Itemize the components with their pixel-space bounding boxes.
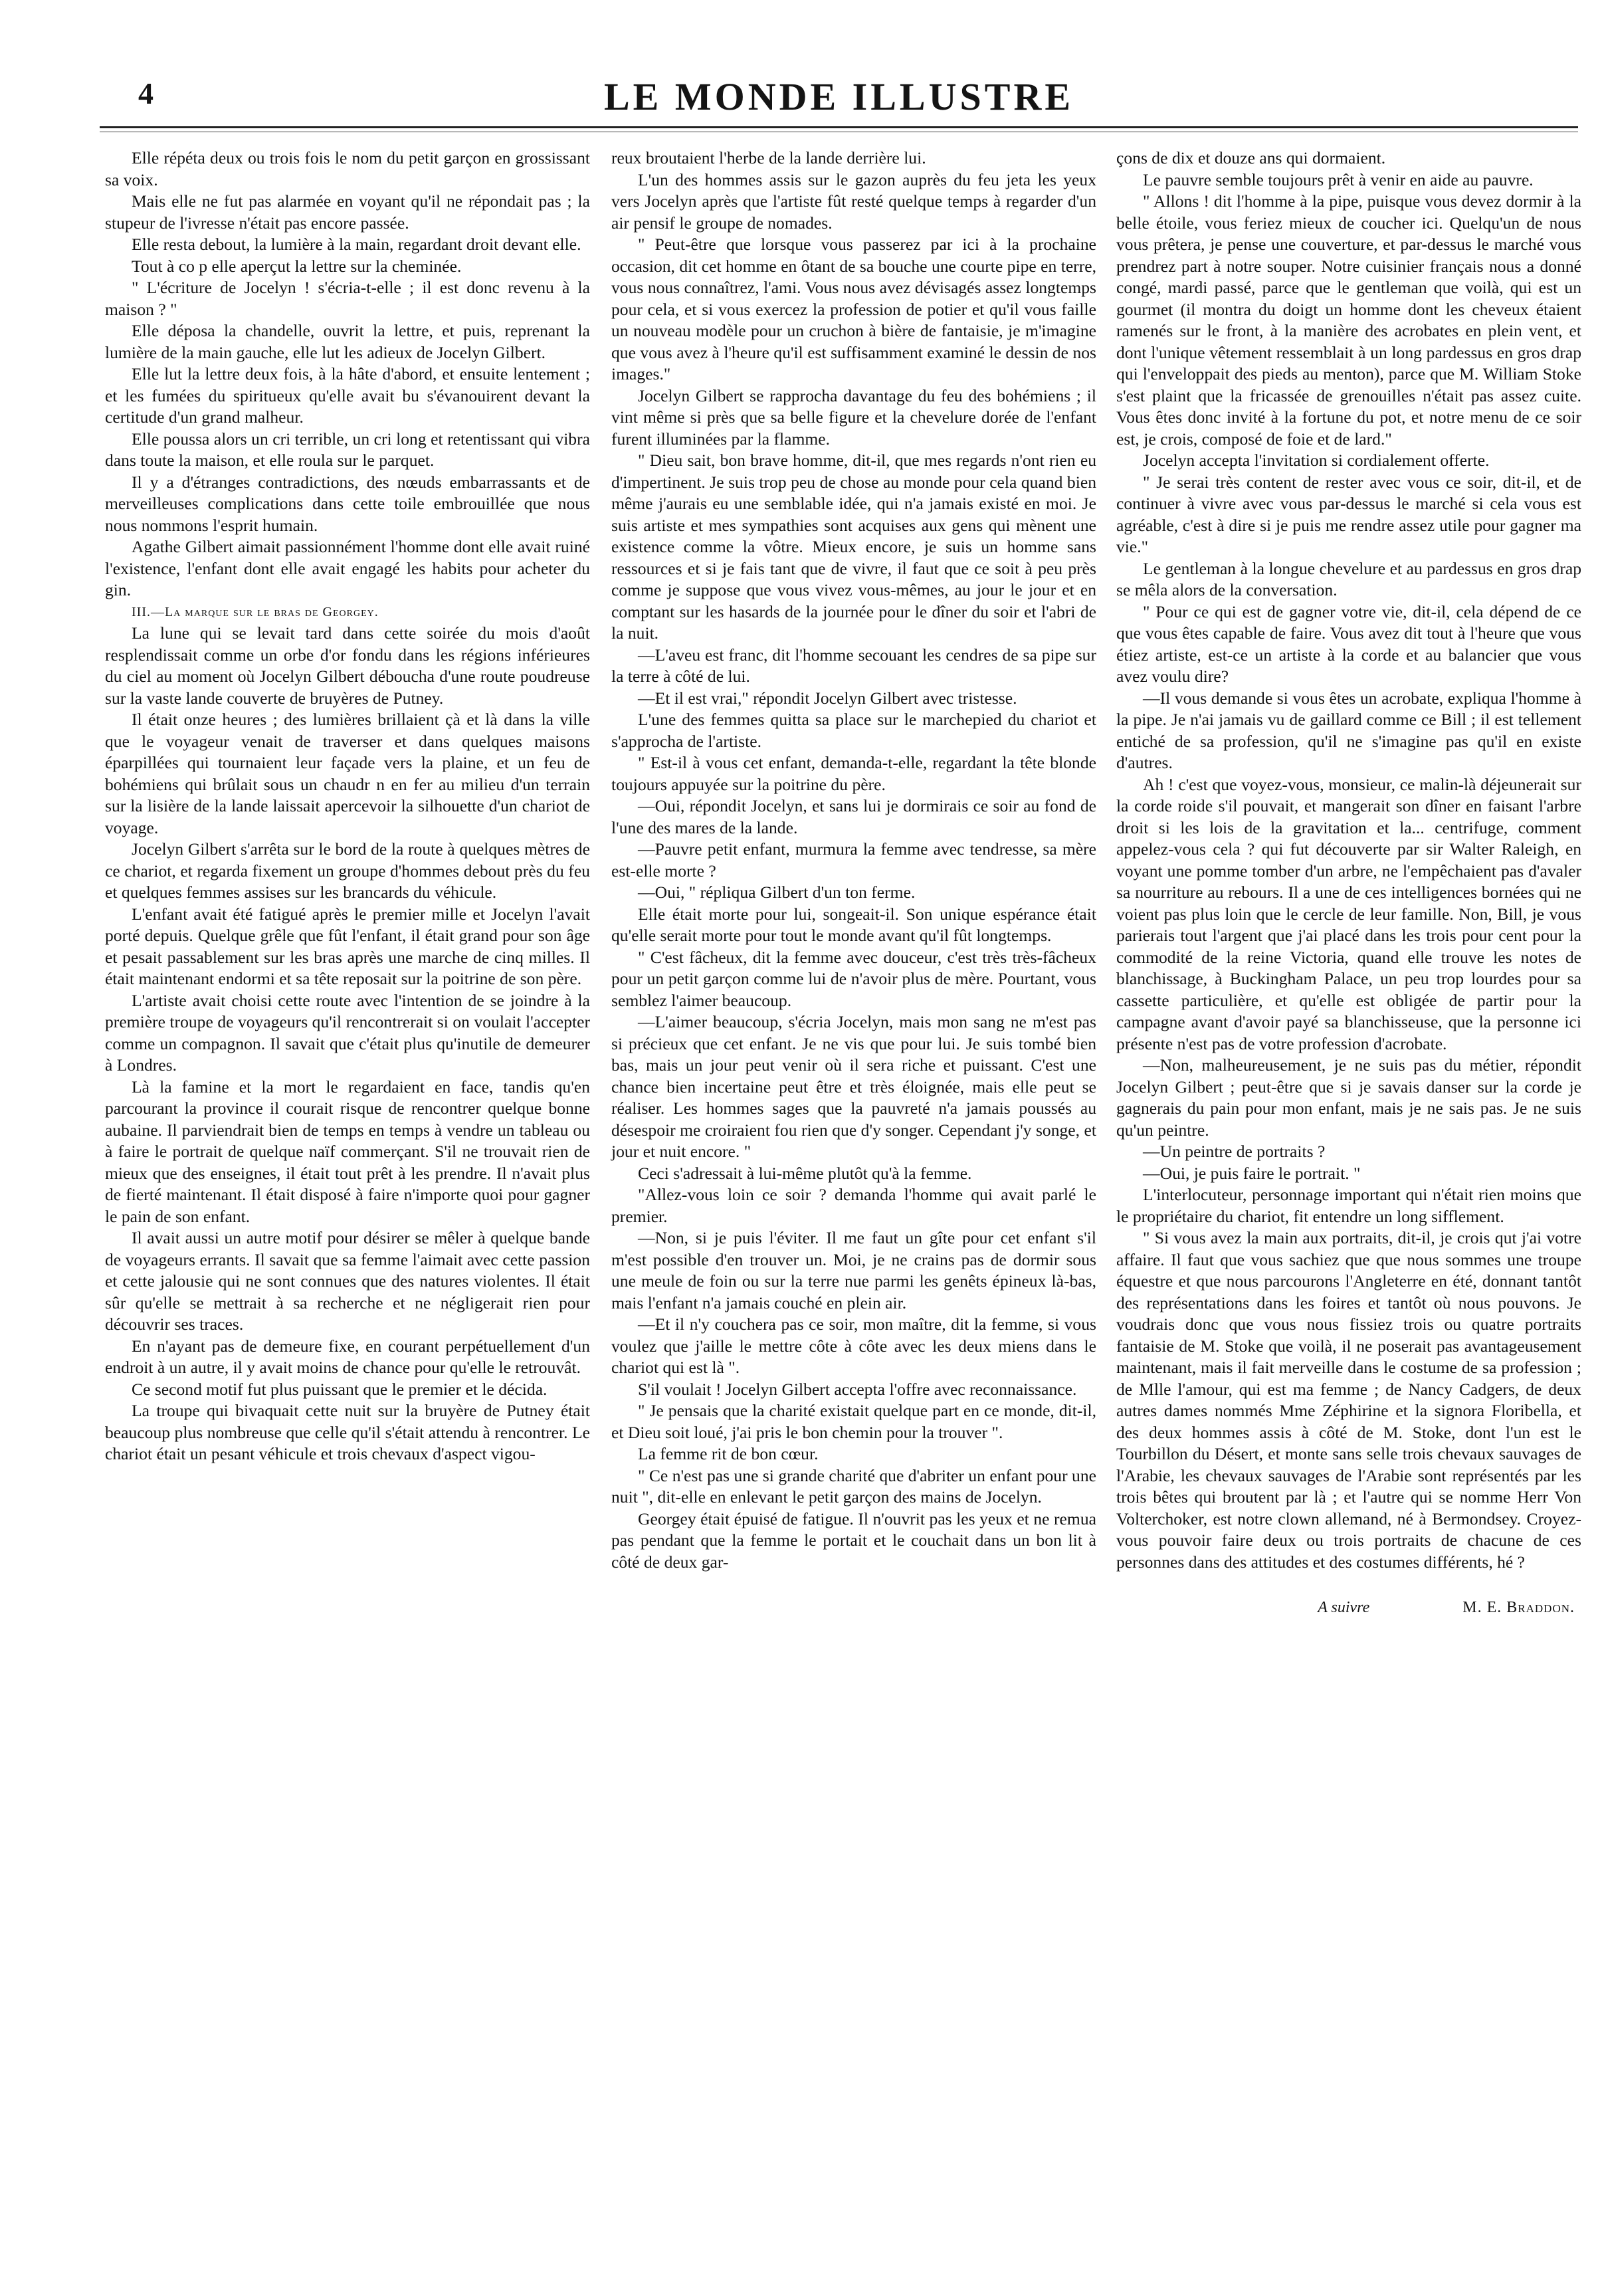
column-1-paragraphs-bottom	[105, 623, 590, 1465]
paragraph: Le pauvre semble toujours prêt à venir en aide au pauvre.	[1143, 169, 1534, 189]
journal-title: LE MONDE ILLUSTRE	[603, 75, 1074, 118]
paragraph: Elle poussa alors un cri terrible, un cri long et retentissant qui vibra dans toute la maison, et elle roula sur le parquet.	[105, 429, 590, 470]
paragraph: —L'aveu est franc, dit l'homme secouant les cendres de sa pipe sur la terre à côté de lui.	[611, 645, 1096, 686]
paragraph: Il était onze heures ; des lumières brillaient çà et là dans la ville que le voyageur venait de traverser et dans quelques maisons éparpillées qui tournaient leur façade vers la plaine, et un feu de bohémiens qui brûlait sous un chaudr n en fer au milieu d'un terrain sur la lisière de la lande laissait apercevoir la silhouette d'un chariot de voyage.	[105, 710, 590, 837]
paragraph: La troupe qui bivaquait cette nuit sur la bruyère de Putney était beaucoup plus nombreuse que celle qu'il s'était attendu à rencontrer. Le chariot était un pesant véhicule et trois chevaux d'aspect vigou-	[105, 1401, 590, 1463]
column-2-continuation: reux broutaient l'herbe de la lande derrière lui.	[611, 148, 926, 167]
paragraph: Ce second motif fut plus puissant que le premier et le décida.	[132, 1379, 548, 1399]
paragraph: " Je pensais que la charité existait quelque part en ce monde, dit-il, et Dieu soit loué, j'ai pris le bon chemin pour la trouver ".	[611, 1401, 1096, 1442]
paragraph: L'artiste avait choisi cette route avec l'intention de se joindre à la première troupe de voyageurs qu'il rencontrerait si on voulait l'accepter comme un compagnon. Il savait que c'était plus qu'inutile de demeurer à Londres.	[105, 990, 590, 1075]
paragraph: La lune qui se levait tard dans cette soirée du mois d'août resplendissait comme un orbe d'or fondu dans les régions inférieures du ciel au moment où Jocelyn Gilbert déboucha d'une route poudreuse sur la vaste lande couverte de bruyères de Putney.	[105, 623, 590, 708]
page-number: 4	[138, 76, 153, 110]
paragraph: —L'aimer beaucoup, s'écria Jocelyn, mais mon sang ne m'est pas si précieux que cet enfant. Je ne vis que pour lui. Je suis tombé bien bas, mais un jour peut venir où il sera riche et puissant. C'est une chance bien incertaine peut être et très éloignée, mais elle peut se réaliser. Les hommes sages que la pauvreté n'a jamais poussés au désespoir me croiraient fou rien que d'y songer. Cependant j'y songe, et jour et nuit encore. "	[611, 1012, 1096, 1161]
paragraph: Georgey était épuisé de fatigue. Il n'ouvrit pas les yeux et ne remua pas pendant que la femme le portait et le couchait dans un bon lit à côté de deux gar-	[611, 1509, 1096, 1572]
paragraph: Elle lut la lettre deux fois, à la hâte d'abord, et ensuite lentement ; et les fumées du spiritueux qu'elle avait bu s'évanouirent devant la certitude d'un grand malheur.	[105, 364, 590, 427]
paragraph: —Oui, je puis faire le portrait. "	[1143, 1163, 1361, 1183]
a-suivre: A suivre	[1318, 1599, 1370, 1616]
paragraph: Elle était morte pour lui, songeait-il. Son unique espérance était qu'elle serait morte pour tout le monde avant qu'il fût longtemps.	[611, 904, 1096, 945]
paragraph: Jocelyn accepta l'invitation si cordialement offerte.	[1143, 451, 1490, 470]
paragraph: " Je serai très content de rester avec vous ce soir, dit-il, et de continuer à vivre avec vous par-dessus le marché si cela vous est agréable, c'est à dire si je puis me rendre assez utile pour gagner ma vie."	[1116, 472, 1581, 556]
paragraph: " Ce n'est pas une si grande charité que d'abriter un enfant pour une nuit ", dit-elle en enlevant le petit garçon des mains de Jocelyn.	[611, 1465, 1096, 1507]
paragraph: " Si vous avez la main aux portraits, dit-il, je crois qut j'ai votre affaire. Il faut que vous sachiez que que nous sommes une troupe équestre et que nous parcourons l'Angleterre en été, donnant tantôt des représentations dans les foires et tantôt où nous pouvons. Je voudrais donc que vous nous fissiez trois ou quatre portraits fantaisie de M. Stoke que voilà, il ne poserait pas avantageusement maintenant, mais il fait merveille dans le costume de sa profession ; de Mlle l'amour, qui est ma femme ; de Nancy Cadgers, de deux autres dames nommés Mme Zéphirine et la signora Floribella, et des deux hommes assis à côté de M. Stoke, dont l'un est le Tourbillon du Désert, et monte sans selle trois chevaux sauvages de l'Arabie, les chevaux sauvages de l'Arabie sont représentés par les trois bêtes qui broutent par là ; et l'autre qui se nomme Herr Von Volterchoker, est notre clown allemand, né à Bermondsey. Croyez-vous pouvoir faire deux ou trois portraits de chacune de ces personnes dans des attitudes et des costumes différents, hé ?	[1116, 1228, 1581, 1572]
paragraph: Elle répéta deux ou trois fois le nom du petit garçon en grossissant sa voix.	[105, 148, 590, 189]
column-1	[105, 148, 590, 1465]
paragraph: Le gentleman à la longue chevelure et au pardessus en gros drap se mêla alors de la conversation.	[1116, 558, 1581, 599]
paragraph: " Peut-être que lorsque vous passerez par ici à la prochaine occasion, dit cet homme en ôtant de sa bouche une courte pipe en terre, vous nous connaîtrez, l'ami. Vous nous avez dévisagés assez longtemps pour cela, et si vous exercez la profession de potier et qu'il vous faille un nouveau modèle pour un cruchon à bière de fantaisie, je m'imagine que vous avez à l'heure qu'il est suffisamment examiné le dessin de nos images."	[611, 235, 1096, 383]
paragraph: En n'ayant pas de demeure fixe, en courant perpétuellement d'un endroit à un autre, il y avait moins de chance pour qu'elle le retrouvât.	[105, 1336, 590, 1377]
paragraph: Il avait aussi un autre motif pour désirer se mêler à quelque bande de voyageurs errants. Il savait que sa femme l'aimait avec cette passion et cette jalousie qui ne sont connues que des natures violentes. Il était sûr qu'elle se mettrait à sa recherche et ne négligerait rien pour découvrir ses traces.	[105, 1228, 590, 1334]
paragraph: —Et il n'y couchera pas ce soir, mon maître, dit la femme, si vous voulez que j'aille le mettre côte à côte avec les deux miens dans le chariot qui est là ".	[611, 1314, 1096, 1377]
paragraph: L'un des hommes assis sur le gazon auprès du feu jeta les yeux vers Jocelyn après que l'artiste fût resté quelque temps à regarder d'un air pensif le groupe de nomades.	[611, 169, 1096, 233]
paragraph: Ceci s'adressait à lui-même plutôt qu'à la femme.	[638, 1163, 972, 1183]
paragraph: L'enfant avait été fatigué après le premier mille et Jocelyn l'avait porté depuis. Quelque grêle que fût l'enfant, il était grand pour son âge et pesait passablement sur les bras après une marche de cinq milles. Il était maintenant endormi et sa tête reposait sur la poitrine de son père.	[105, 904, 590, 988]
column-2-paragraphs	[611, 169, 1096, 1574]
paragraph: Elle resta debout, la lumière à la main, regardant droit devant elle.	[132, 235, 581, 254]
masthead	[100, 74, 1578, 134]
paragraph: —Non, malheureusement, je ne suis pas du métier, répondit Jocelyn Gilbert ; peut-être que si je savais danser sur la corde je gagnerais du pain pour mon enfant, mais je ne sais pas. Je ne suis qu'un peintre.	[1116, 1055, 1581, 1140]
paragraph: —Pauvre petit enfant, murmura la femme avec tendresse, sa mère est-elle morte ?	[611, 839, 1096, 881]
paragraph: " L'écriture de Jocelyn ! s'écria-t-elle ; il est donc revenu à la maison ? "	[105, 278, 590, 319]
paragraph: Ah ! c'est que voyez-vous, monsieur, ce malin-là déjeunerait sur la corde roide s'il pouvait, et mangerait son dîner en faisant l'arbre droit si les lois de la gravitation et la... centrifuge, comment appelez-vous cela ? qui fut découverte par sir Walter Raleigh, en voyant une pomme tomber d'un arbre, ne l'empêchaient pas d'avaler sa nourriture au rebours. Il a une de ces intelligences bornées qui ne voient pas plus loin que le cercle de leur famille. Non, Bill, je vous parierais tout l'argent que j'ai placé dans les trois pour cent pour la commodité de la reine Victoria, quand elle trouve les notes de blanchissage, à Buckingham Palace, un peu trop lourdes pour sa cassette particulière, et qu'elle est obligée de partir pour la campagne avant d'avoir payé sa blanchisseuse, que la personne ici présente n'est pas de votre profession d'acrobate.	[1116, 774, 1581, 1053]
paragraph: " Est-il à vous cet enfant, demanda-t-elle, regardant la tête blonde toujours appuyée sur la poitrine du père.	[611, 753, 1096, 794]
column-1-paragraphs-top	[105, 148, 590, 601]
signature-block	[1116, 1597, 1581, 1619]
paragraph: S'il voulait ! Jocelyn Gilbert accepta l'offre avec reconnaissance.	[638, 1379, 1077, 1399]
header-rule	[100, 126, 1578, 128]
paragraph: "Allez-vous loin ce soir ? demanda l'homme qui avait parlé le premier.	[611, 1185, 1096, 1226]
paragraph: —Non, si je puis l'éviter. Il me faut un gîte pour cet enfant s'il m'est possible d'en trouver un. Moi, je ne crains pas de dormir sous une meule de foin ou sur la terre nue parmi les genêts épineux là-bas, mais l'enfant n'a jamais couché en plein air.	[611, 1228, 1096, 1312]
paragraph: L'interlocuteur, personnage important qui n'était rien moins que le propriétaire du chariot, fit entendre un long sifflement.	[1116, 1185, 1581, 1226]
column-3-continuation: çons de dix et douze ans qui dormaient.	[1116, 148, 1386, 167]
column-2	[611, 148, 1096, 1573]
paragraph: " Pour ce qui est de gagner votre vie, dit-il, cela dépend de ce que vous êtes capable de faire. Vous avez dit tout à l'heure que vous étiez artiste, est-ce un artiste à la corde et au balancier que vous avez voulu dire?	[1116, 601, 1581, 686]
paragraph: Tout à co p elle aperçut la lettre sur la cheminée.	[132, 256, 462, 276]
column-3	[1116, 148, 1581, 1619]
paragraph: Mais elle ne fut pas alarmée en voyant qu'il ne répondait pas ; la stupeur de l'ivresse n'était pas encore passée.	[105, 191, 590, 233]
paragraph: La femme rit de bon cœur.	[638, 1444, 819, 1463]
paragraph: —Et il est vrai," répondit Jocelyn Gilbert avec tristesse.	[638, 688, 1017, 708]
paragraph: " Dieu sait, bon brave homme, dit-il, que mes regards n'ont rien eu d'impertinent. Je suis trop peu de chose au monde pour cela quand bien même j'aurais eu une semblable idée, qui n'a jamais existé en moi. Je suis artiste et mes sympathies sont acquises aux gens qui mènent une existence comme la vôtre. Mieux encore, je suis un homme sans ressources et si je fais tant que de vivre, il faut que ce soit à peu près comme je suppose que vous vivez vous-mêmes, au jour le jour et en comptant sur les hasards de la journée pour le dîner du soir et l'abri de la nuit.	[611, 451, 1096, 643]
paragraph: —Oui, répondit Jocelyn, et sans lui je dormirais ce soir au fond de l'une des mares de la lande.	[611, 796, 1096, 837]
paragraph: Elle déposa la chandelle, ouvrit la lettre, et puis, reprenant la lumière de la main gauche, elle lut les adieux de Jocelyn Gilbert.	[105, 321, 590, 362]
paragraph: " C'est fâcheux, dit la femme avec douceur, c'est très très-fâcheux pour un petit garçon comme lui de n'avoir plus de mère. Pourtant, vous semblez l'aimer beaucoup.	[611, 947, 1096, 1010]
paragraph: Jocelyn Gilbert se rapprocha davantage du feu des bohémiens ; il vint même si près que sa belle figure et la chevelure dorée de l'enfant furent illuminées par la flamme.	[611, 385, 1096, 449]
paragraph: Jocelyn Gilbert s'arrêta sur le bord de la route à quelques mètres de ce chariot, et regarda fixement un groupe d'hommes debout près du feu et quelques femmes assises sur les brancards du véhicule.	[105, 839, 590, 902]
author-signature: M. E. Braddon.	[1462, 1599, 1575, 1616]
paragraph: L'une des femmes quitta sa place sur le marchepied du chariot et s'approcha de l'artiste.	[611, 710, 1096, 751]
section-heading: III.—La marque sur le bras de Georgey.	[132, 604, 379, 619]
paragraph: Il y a d'étranges contradictions, des nœuds embarrassants et de merveilleuses complications dans cette toile embrouillée que nous nous nommons l'esprit humain.	[105, 472, 590, 535]
paragraph: Agathe Gilbert aimait passionnément l'homme dont elle avait ruiné l'existence, l'enfant dont elle avait engagé les habits pour acheter du gin.	[105, 537, 590, 599]
paragraph: —Il vous demande si vous êtes un acrobate, expliqua l'homme à la pipe. Je n'ai jamais vu de gaillard comme ce Bill ; il est tellement entiché de sa profession, qu'il ne s'imagine pas qu'il en existe d'autres.	[1116, 688, 1581, 772]
column-3-paragraphs	[1116, 169, 1581, 1574]
paragraph: —Un peintre de portraits ?	[1143, 1142, 1326, 1161]
paragraph: —Oui, " répliqua Gilbert d'un ton ferme.	[638, 883, 916, 902]
paragraph: Là la famine et la mort le regardaient en face, tandis qu'en parcourant la province il courait risque de rencontrer quelque bonne aubaine. Il parviendrait bien de temps en temps à vendre un tableau ou à faire le portrait de quelque naïf commerçant. S'il ne trouvait rien de mieux que des enseignes, il était tout prêt à les prendre. Il n'avait plus de fierté maintenant. Il était disposé à faire n'importe quoi pour gagner le pain de son enfant.	[105, 1077, 590, 1226]
paragraph: " Allons ! dit l'homme à la pipe, puisque vous devez dormir à la belle étoile, vous feriez mieux de coucher ici. Quelqu'un de nous vous prêtera, je pense une couverture, et par-dessus le marché vous prendrez part à notre souper. Notre cuisinier français nous a donné congé, mardi passé, parce que le gentleman que voilà, qui est un gourmet (il montra du doigt un homme dont les cheveux étaient ramenés sur le front, à la manière des acrobates en plein vent, et dont l'unique vêtement ressemblait à un long pardessus en gros drap qui l'enveloppait des pieds au menton), parce que M. William Stoke s'est plaint que la fricassée de grenouilles n'était pas assez cuite. Vous êtes donc invité à la fortune du pot, et notre menu de ce soir est, je crois, composé de foie et de lard."	[1116, 191, 1581, 449]
